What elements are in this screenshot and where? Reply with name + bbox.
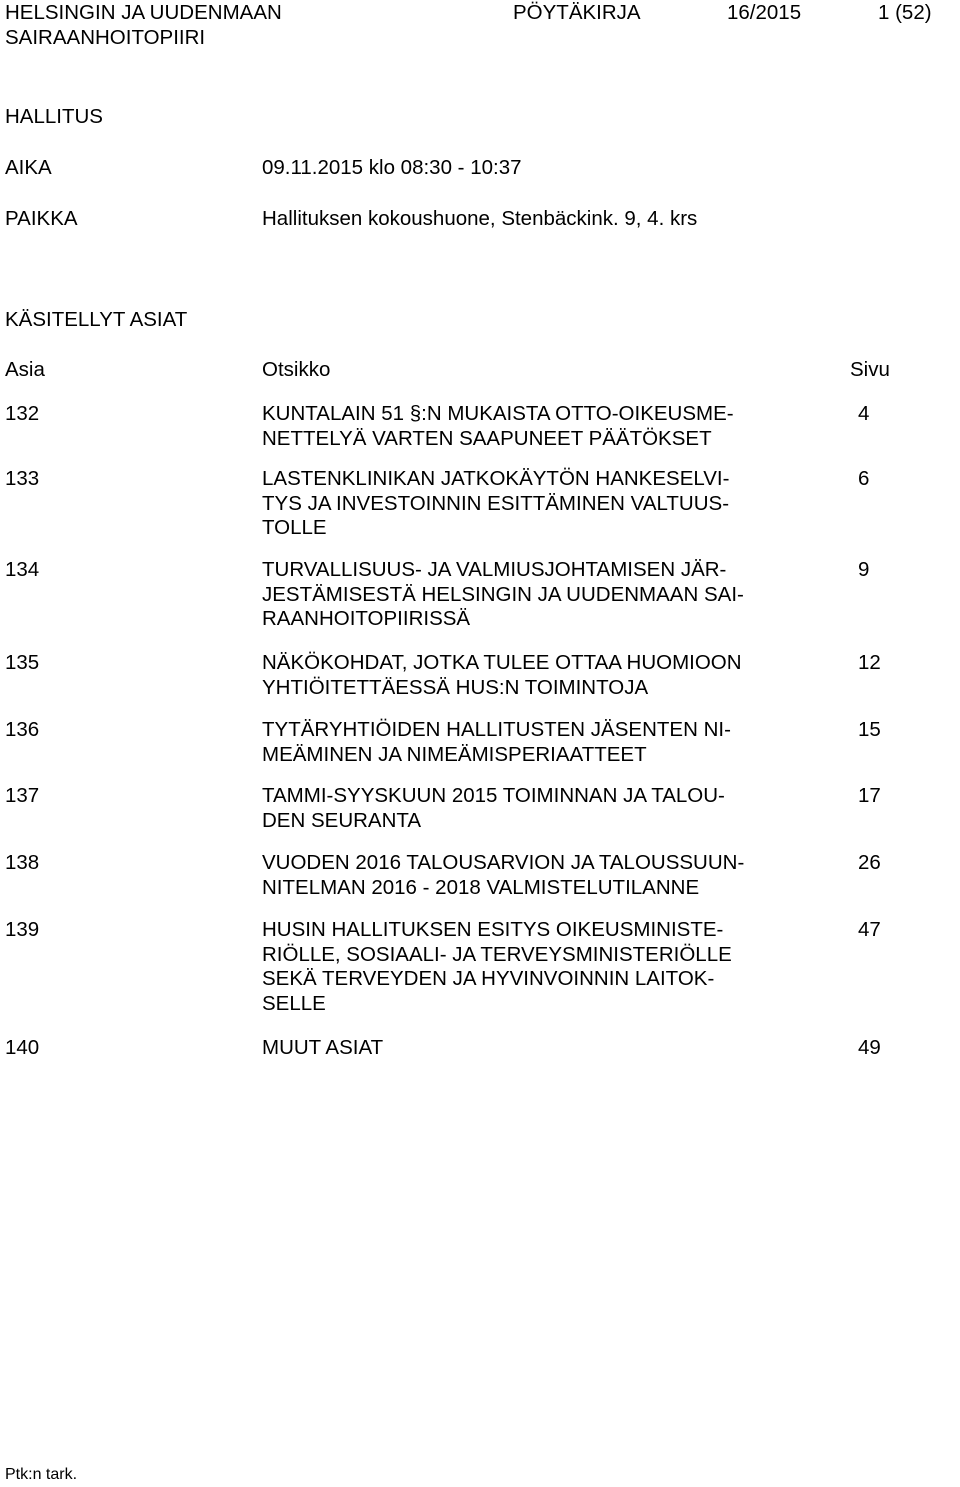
meeting-place-row — [5, 207, 955, 232]
footer-note: Ptk:n tark. — [5, 1466, 78, 1483]
agenda-item-title: LASTENKLINIKAN JATKOKÄYTÖN HANKESELVI- TYS JA INVESTOINNIN ESITTÄMINEN VALTUUS- TOLLE — [262, 467, 730, 539]
agenda-item-title: KUNTALAIN 51 §:N MUKAISTA OTTO-OIKEUSME- NETTELYÄ VARTEN SAAPUNEET PÄÄTÖKSET — [262, 402, 734, 450]
agenda-item-page: 15 — [858, 718, 881, 741]
document-type: PÖYTÄKIRJA — [513, 1, 641, 24]
meeting-time-row — [5, 156, 955, 181]
agenda-item-page: 47 — [858, 918, 881, 941]
column-header-item: Asia — [5, 358, 45, 381]
document-number: 16/2015 — [727, 1, 802, 24]
agenda-item-page: 12 — [858, 651, 881, 674]
agenda-item-page: 4 — [858, 402, 870, 425]
agenda-item-page: 49 — [858, 1036, 881, 1059]
meeting-place-label: PAIKKA — [5, 207, 78, 230]
meeting-place-value: Hallituksen kokoushuone, Stenbäckink. 9, 4. krs — [262, 207, 698, 230]
agenda-item-title: TAMMI-SYYSKUUN 2015 TOIMINNAN JA TALOU- DEN SEURANTA — [262, 784, 725, 832]
column-header-page: Sivu — [850, 358, 890, 381]
section-title: KÄSITELLYT ASIAT — [5, 308, 188, 331]
meeting-time-value: 09.11.2015 klo 08:30 - 10:37 — [262, 156, 522, 179]
agenda-item-page: 26 — [858, 851, 881, 874]
agenda-item-title: TYTÄRYHTIÖIDEN HALLITUSTEN JÄSENTEN NI- MEÄMINEN JA NIMEÄMISPERIAATTEET — [262, 718, 731, 766]
agenda-item-number: 140 — [5, 1036, 40, 1059]
agenda-item-number: 139 — [5, 918, 40, 941]
agenda-item-title: NÄKÖKOHDAT, JOTKA TULEE OTTAA HUOMIOON YHTIÖITETTÄESSÄ HUS:N TOIMINTOJA — [262, 651, 742, 699]
agenda-item-page: 17 — [858, 784, 881, 807]
agenda-item-page: 9 — [858, 558, 870, 581]
agenda-item-number: 135 — [5, 651, 40, 674]
agenda-item-number: 133 — [5, 467, 40, 490]
agenda-item-number: 136 — [5, 718, 40, 741]
column-header-title: Otsikko — [262, 358, 331, 381]
agenda-item-number: 138 — [5, 851, 40, 874]
agenda-item-title: VUODEN 2016 TALOUSARVION JA TALOUSSUUN- NITELMAN 2016 - 2018 VALMISTELUTILANNE — [262, 851, 745, 899]
agenda-item-number: 137 — [5, 784, 40, 807]
governing-body-name: HALLITUS — [5, 105, 103, 128]
agenda-item-number: 134 — [5, 558, 40, 581]
agenda-item-title: HUSIN HALLITUKSEN ESITYS OIKEUSMINISTE- RIÖLLE, SOSIAALI- JA TERVEYSMINISTERIÖLLE SEKÄ TERVEYDEN JA HYVINVOINNIN LAITOK- SELLE — [262, 918, 732, 1015]
agenda-item-page: 6 — [858, 467, 870, 490]
agenda-item-title: TURVALLISUUS- JA VALMIUSJOHTAMISEN JÄR- JESTÄMISESTÄ HELSINGIN JA UUDENMAAN SAI- RAANHOITOPIIRISSÄ — [262, 558, 744, 630]
organization-name: HELSINGIN JA UUDENMAAN SAIRAANHOITOPIIRI — [5, 1, 282, 49]
agenda-item-title: MUUT ASIAT — [262, 1036, 384, 1059]
agenda-item-number: 132 — [5, 402, 40, 425]
page-indicator: 1 (52) — [878, 1, 932, 24]
meeting-time-label: AIKA — [5, 156, 52, 179]
